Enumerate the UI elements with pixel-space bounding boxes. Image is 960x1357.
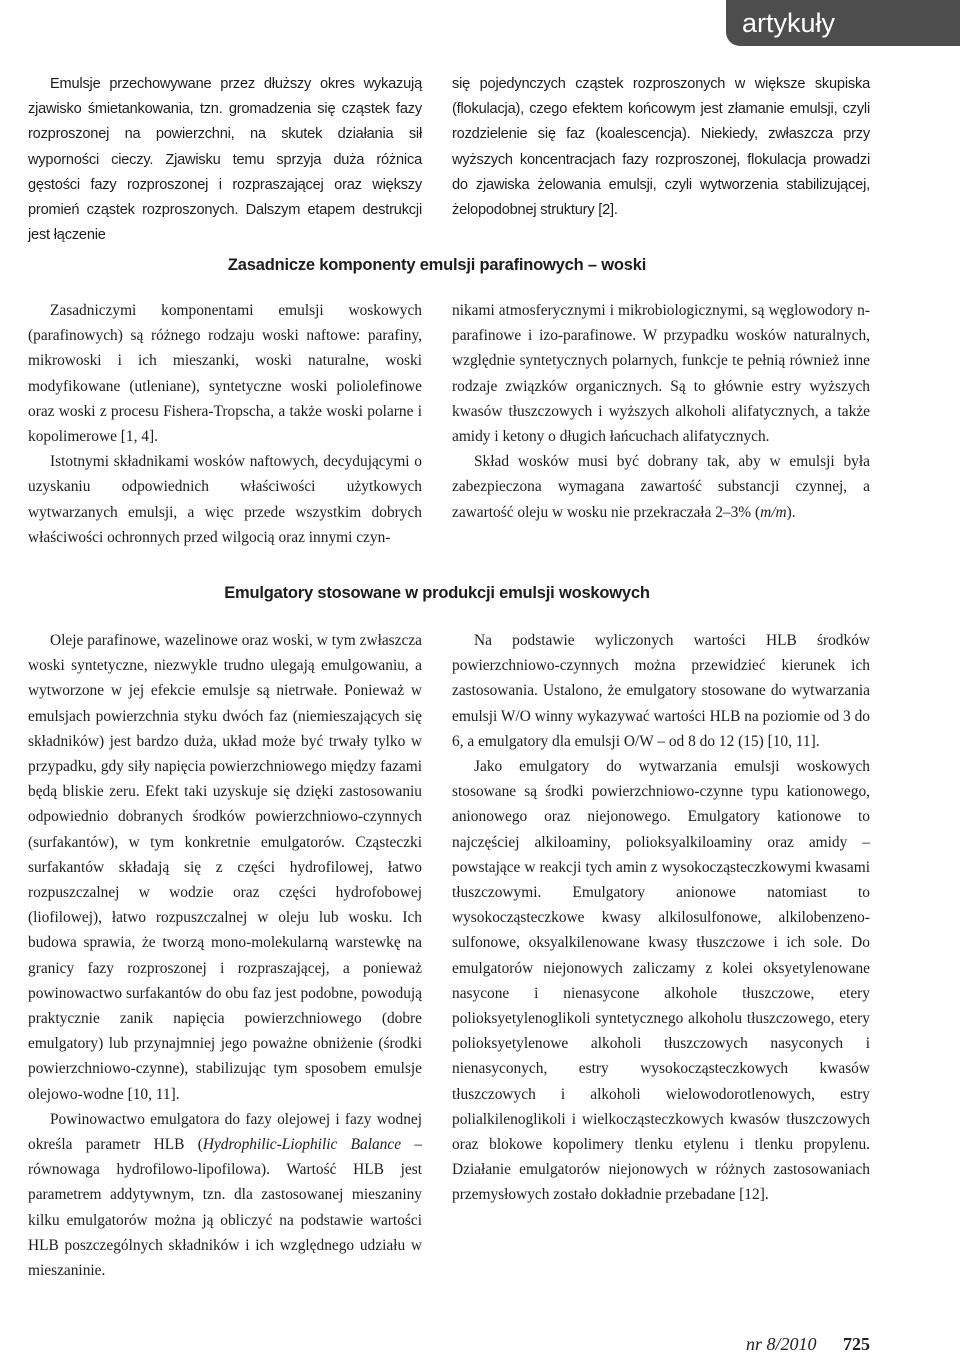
section2-right-paragraph-1: Na podstawie wyliczonych wartości HLB środków powierzchniowo-czynnych można przewidzieć kierunek ich zastosowania. Ustalono, że emulgatory stosowane do wytwarzania emulsji W/O winny wykazywać wartości HLB na poziomie od 3 do 6, a emulgatory dla emulsji O/W – od 8 do 12 (15) [10, 11]. [452,632,870,750]
section1-right-paragraph-2 [452,449,870,525]
page-footer [746,1334,870,1355]
section1-left-paragraph-1: Zasadniczymi komponentami emulsji woskowych (parafinowych) są różnego rodzaju woski naftowe: parafiny, mikrowoski i ich mieszanki, woski naturalne, woski modyfikowane (utleniane), syntetyczne woski poliolefinowe oraz woski z procesu Fishera-Tropscha, a także woski polarne i kopolimerowe [1, 4]. [28,302,422,446]
section1-left-paragraph-2: Istotnymi składnikami wosków naftowych, decydującymi o uzyskaniu odpowiednich właściwości użytkowych wytwarzanych emulsji, a więc przede wszystkim dobrych właściwości ochronnych przed wilgocią oraz innymi czyn- [28,453,422,546]
intro-left-paragraph: Emulsje przechowywane przez dłuższy okres wykazują zjawisko śmietankowania, tzn. gromadzenia się cząstek fazy rozproszonej na powierzchni, na skutek działania sił wyporności cieczy. Zjawisku temu sprzyja duża różnica gęstości fazy rozproszonej i rozpraszającej oraz większy promień cząstek rozproszonych. Dalszym etapem destrukcji jest łączenie [28,76,422,244]
section2-left-paragraph-1: Oleje parafinowe, wazelinowe oraz woski, w tym zwłaszcza woski syntetyczne, niezwykle trudno ulegają emulgowaniu, a wytworzone w jej efekcie emulsje są nietrwałe. Ponieważ w emulsjach powierzchnia styku dwóch faz (niemieszających się składników) jest bardzo duża, układ może być trwały tylko w przypadku, gdy siły napięcia powierzchniowego między fazami będą bliskie zeru. Efekt taki uzyskuje się dzięki zastosowaniu odpowiednio dobranych środków powierzchniowo-czynnych (surfakantów), w tym konkretnie emulgatorów. Cząsteczki surfakantów składają się z części hydrofilowej, łatwo rozpuszczalnej w wodzie oraz części hydrofobowej (liofilowej), łatwo rozpuszczalnej w oleju lub wosku. Ich budowa sprawia, że tworzą mono-molekularną warstewkę na granicy fazy rozproszonej i rozpraszającej, a ponieważ powinowactwo surfakantów do obu faz jest podobne, powodują praktycznie zanik napięcia powierzchniowego (dobre emulgatory) lub przynajmniej jego poważne obniżenie (środki powierzchniowo-czynne), stabilizując tym sposobem emulsje olejowo-wodne [10, 11]. [28,632,422,1103]
section2-right-paragraph-2: Jako emulgatory do wytwarzania emulsji woskowych stosowane są środki powierzchniowo-czynne typu kationowego, anionowego oraz niejonowego. Emulgatory kationowe to najczęściej alkiloaminy, polioksyalkiloaminy oraz amidy – powstające w reakcji tych amin z wysokocząsteczkowymi kwasami tłuszczowymi. Emulgatory anionowe natomiast to wysokocząsteczkowe kwasy alkilosulfonowe, alkilobenzeno-sulfonowe, oksyalkilenowane kwasy tłuszczowe i ich sole. Do emulgatorów niejonowych zaliczamy z kolei oksyetylenowane nasycone i nienasycone alkohole tłuszczowe, etery polioksyetylenoglikoli syntetycznego alkoholu tłuszczowego, etery polioksyetylenowe alkoholi tłuszczowych nasyconych i nienasyconych, estry wysokocząsteczkowych kwasów tłuszczowych i alkoholi wielowodorotlenowych, estry polialkilenoglikoli i wielkocząsteczkowych kwasów tłuszczowych oraz blokowe kopolimery tlenku etylenu i tlenku propylenu. Działanie emulgatorów niejonowych w różnych zastosowaniach przemysłowych zostało dokładnie przebadane [12]. [452,758,870,1204]
section2-left-p2-italic: Hydrophilic-Liophilic Balance [202,1136,402,1154]
issue-number: nr 8/2010 [745,1334,817,1354]
section2-left-p2-text-a: Powinowactwo emulgatora do fazy olejowej i fazy wodnej określa parametr HLB ( [28,1110,422,1154]
section-badge: artykuły [726,0,960,46]
section2-left-p2-text-b: – równowaga hydrofilowo-lipofilowa). Wartość HLB jest parametrem addytywnym, tzn. dla zastosowanej mieszaniny kilku emulgatorów można ją obliczyć na podstawie wartości HLB poszczególnych składników i ich względnego udziału w mieszaninie. [28,1136,422,1280]
intro-right-paragraph: się pojedynczych cząstek rozproszonych w większe skupiska (flokulacja), czego efektem końcowym jest złamanie emulsji, czyli rozdzielenie się faz (koalescencja). Niekiedy, zwłaszcza przy wyższych koncentracjach fazy rozproszonej, flokulacja prowadzi do zjawiska żelowania emulsji, czyli wytworzenia stabilizującej, żelopodobnej struktury [2]. [452,76,870,219]
page-number: 725 [843,1334,870,1354]
section1-left-column [28,298,422,550]
section1-right-p2-text: Skład wosków musi być dobrany tak, aby w emulsji była zabezpieczona wymagana zawartość substancji czynnej, a zawartość oleju w wosku nie przekraczała 2–3% ( [452,453,870,521]
section1-right-p2-end: ). [786,503,796,521]
section1-right-paragraph-1: nikami atmosferycznymi i mikrobiologicznymi, są węglowodory n-parafinowe i izo-parafinowe. W przypadku wosków naturalnych, względnie syntetycznych polarnych, funkcje te pełnią również inne rodzaje związków organicznych. Są to głównie estry wyższych kwasów tłuszczowych i wyższych alkoholi alifatycznych, a także amidy i ketony o długich łańcuchach alifatycznych. [452,302,870,446]
intro-right-column [452,72,870,223]
section2-left-column [28,628,422,1283]
section-heading-woski: Zasadnicze komponenty emulsji parafinowych – woski [227,256,647,274]
section1-right-column [452,298,870,525]
section-heading-emulgatory: Emulgatory stosowane w produkcji emulsji woskowych [224,584,650,602]
section2-right-column [452,628,870,1208]
section1-right-p2-italic: m/m [760,503,787,521]
section2-left-paragraph-2 [28,1107,422,1283]
intro-left-column [28,72,422,248]
